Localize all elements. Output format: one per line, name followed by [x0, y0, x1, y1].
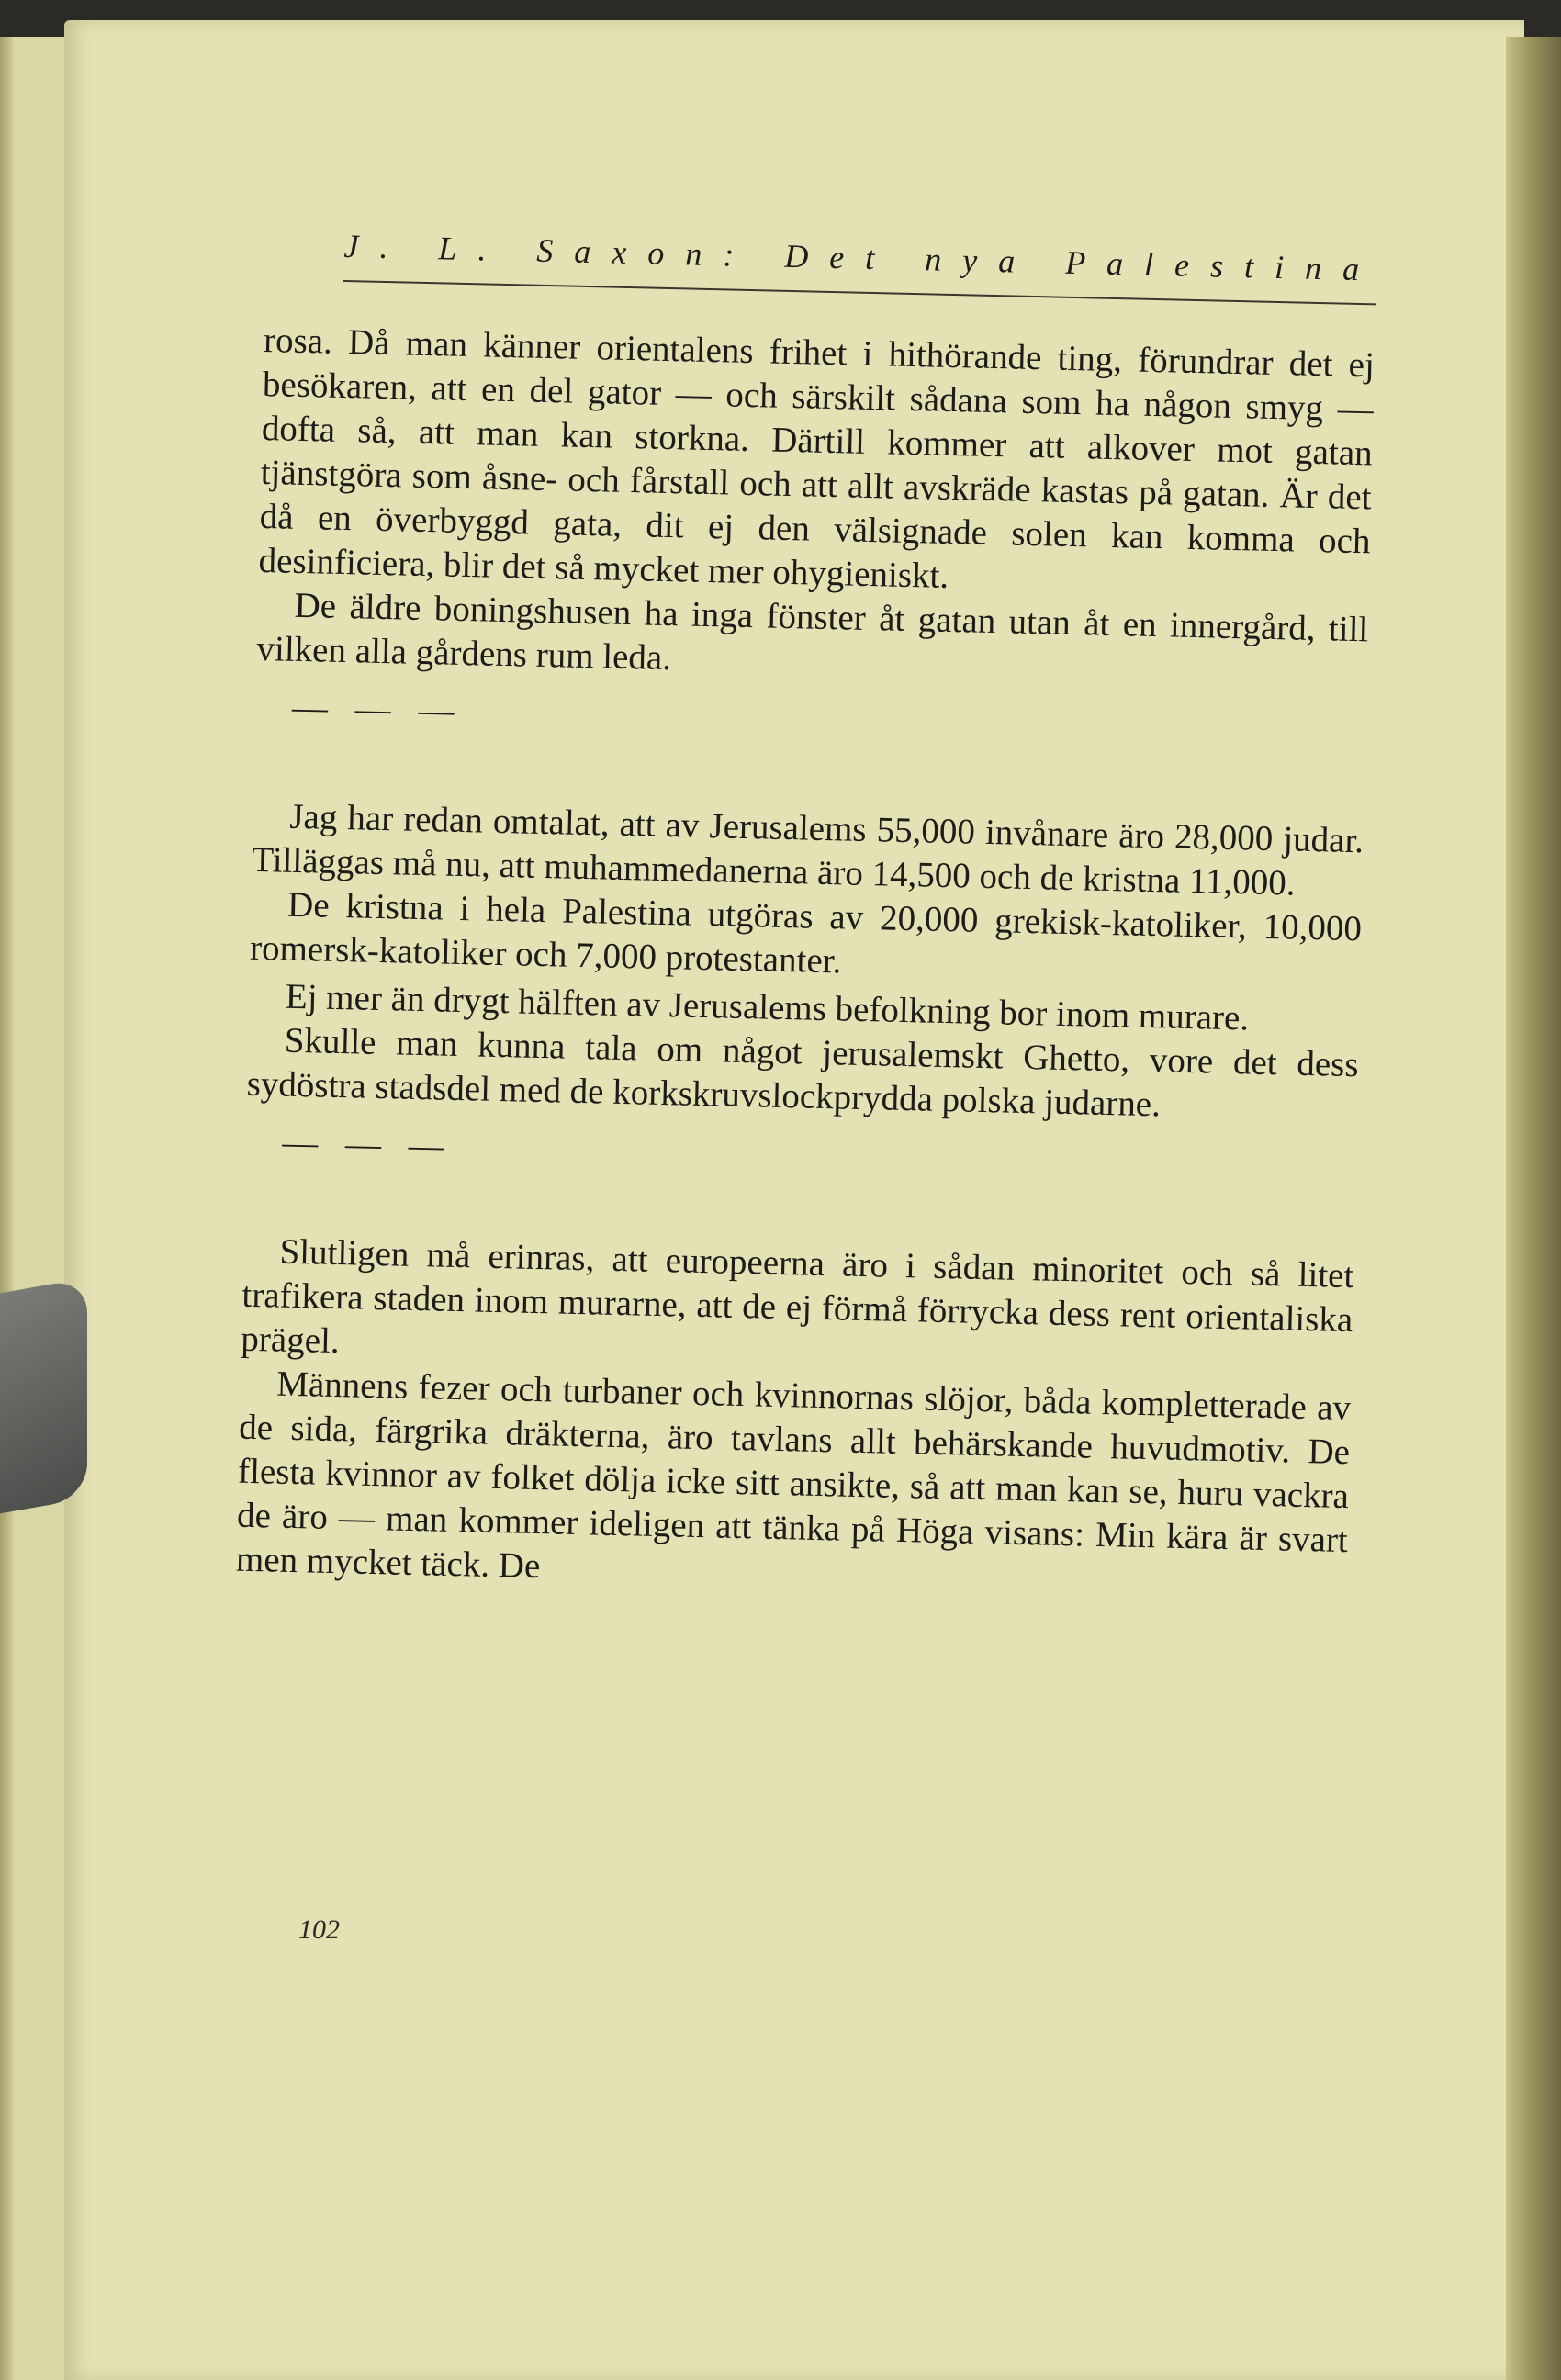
- paragraph-1: rosa. Då man känner orientalens frihet i hithörande ting, förundrar det ej besökaren, att en del gator — och särskilt sådana som ha någon smyg — dofta så, att man kan storkna. Därtill kommer att alkover mot gatan tjänstgöra som åsne- och fårstall och att allt avskräde kastas på gatan. Är det då en överbyggd gata, dit ej den välsignade solen kan komma och desinficiera, blir det så mycket mer ohygieniskt.: [258, 320, 1376, 596]
- page-edge: [1506, 37, 1561, 2380]
- page-clip: [0, 1278, 87, 1514]
- paragraph-8: Männens fezer och turbaner och kvinnornas slöjor, båda kompletterade av de sida, färgrika dräkterna, äro tavlans allt behärskande huvudmotiv. De flesta kvinnor av folket dölja icke sitt ansikte, så att man kan se, huru vackra de äro — man kommer ideligen att tänka på Höga visans: Min kära är svart men mycket täck. De: [235, 1364, 1352, 1587]
- paragraph-4: De kristna i hela Palestina utgöras av 20,000 grekisk-katoliker, 10,000 romersk-katoliker och 7,000 protestanter.: [249, 884, 1363, 982]
- page-text-block: [235, 225, 1381, 1607]
- paragraph-5: Ej mer än drygt hälften av Jerusalems befolkning bor inom murare.: [285, 976, 1250, 1038]
- paragraph-3: Jag har redan omtalat, att av Jerusalems 55,000 invånare äro 28,000 judar. Tilläggas må nu, att muhammedanerna äro 14,500 och de kristna 11,000.: [251, 796, 1364, 904]
- page-number: 102: [298, 1914, 340, 1945]
- running-head: J. L. Saxon: Det nya Palestina: [343, 227, 1377, 306]
- section-separator-1: — — —: [291, 687, 465, 731]
- paragraph-7: Slutligen må erinras, att europeerna äro i sådan minoritet och så litet trafikera staden inom murarne, att de ej förmå förrycka dess rent orientaliska prägel.: [240, 1231, 1354, 1362]
- paragraph-2: De äldre boningshusen ha inga fönster åt gatan utan åt en innergård, till vilken alla gårdens rum leda.: [256, 585, 1369, 679]
- paragraph-6: Skulle man kunna tala om något jerusalemskt Ghetto, vore det dess sydöstra stadsdel med de korkskruvslockprydda polska judarne.: [246, 1020, 1360, 1125]
- left-page-gutter: [0, 37, 13, 2380]
- section-separator-2: — — —: [281, 1122, 455, 1166]
